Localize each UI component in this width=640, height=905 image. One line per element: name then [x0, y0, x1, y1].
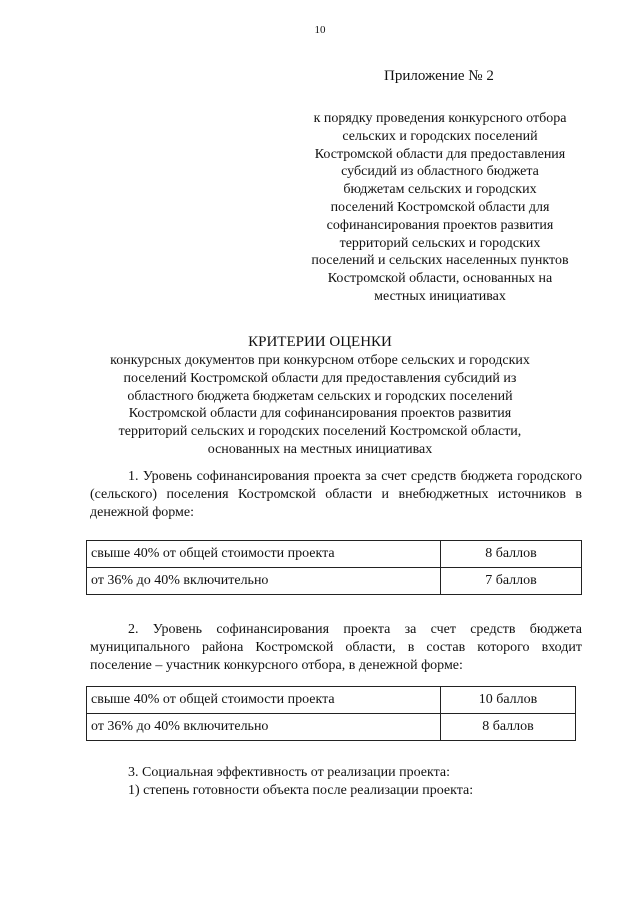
appendix-subtitle-line: субсидий из областного бюджета	[341, 164, 539, 180]
appendix-subtitle-line: территорий сельских и городских	[339, 235, 541, 251]
appendix-subtitle-line: поселений и сельских населенных пунктов	[311, 253, 569, 269]
appendix-subtitle-line: местных инициативах	[374, 288, 506, 304]
appendix-subtitle-line: к порядку проведения конкурсного отбора	[313, 111, 567, 126]
criteria-subheading-line: основанных на местных инициативах	[207, 441, 433, 457]
criteria-subheading-line: территорий сельских и городских поселений Костромской области,	[118, 424, 522, 440]
points-cell: 7 баллов	[441, 568, 582, 595]
section-3-paragraph: 3. Социальная эффективность от реализации проекта:	[128, 765, 451, 780]
appendix-subtitle-line: бюджетам сельских и городских	[343, 182, 537, 198]
section-3-subitem: 1) степень готовности объекта после реализации проекта:	[128, 783, 474, 798]
section-1-score-table	[86, 540, 582, 595]
appendix-subtitle-line: софинансирования проектов развития	[326, 217, 554, 233]
appendix-subtitle	[290, 110, 590, 306]
appendix-subtitle-line: сельских и городских поселений	[342, 128, 538, 144]
table-row	[87, 568, 582, 595]
table-row	[87, 714, 576, 741]
points-cell: 10 баллов	[441, 687, 576, 714]
section-2-paragraph: 2. Уровень софинансирования проекта за счет средств бюджета муниципального района Костромской области, в состав которого входит поселение – участник конкурсного отбора, в денежной форме:	[90, 622, 582, 673]
criterion-cell: свыше 40% от общей стоимости проекта	[87, 541, 441, 568]
table-row	[87, 687, 576, 714]
appendix-subtitle-line: Костромской области, основанных на	[327, 271, 553, 287]
points-cell: 8 баллов	[441, 541, 582, 568]
appendix-title: Приложение № 2	[384, 68, 494, 84]
points-cell: 8 баллов	[441, 714, 576, 741]
criteria-subheading-line: поселений Костромской области для предоставления субсидий из	[123, 370, 517, 386]
criterion-cell: свыше 40% от общей стоимости проекта	[87, 687, 441, 714]
criterion-cell: от 36% до 40% включительно	[87, 714, 441, 741]
criterion-cell: от 36% до 40% включительно	[87, 568, 441, 595]
criteria-subheading-line: областного бюджета бюджетам сельских и городских поселений	[127, 388, 513, 404]
appendix-subtitle-line: Костромской области для предоставления	[314, 146, 566, 162]
section-1-paragraph: 1. Уровень софинансирования проекта за счет средств бюджета городского (сельского) поселения Костромской области и внебюджетных источников в денежной форме:	[90, 469, 582, 520]
criteria-heading: КРИТЕРИИ ОЦЕНКИ	[248, 334, 392, 350]
appendix-subtitle-line: поселений Костромской области для	[330, 199, 550, 215]
criteria-subheading-line: конкурсных документов при конкурсном отборе сельских и городских	[110, 353, 530, 368]
table-row	[87, 541, 582, 568]
criteria-subheading-line: Костромской области для софинансирования проектов развития	[128, 406, 512, 422]
page-number: 10	[314, 24, 326, 36]
criteria-subheading	[90, 352, 550, 459]
section-2-score-table	[86, 686, 576, 741]
